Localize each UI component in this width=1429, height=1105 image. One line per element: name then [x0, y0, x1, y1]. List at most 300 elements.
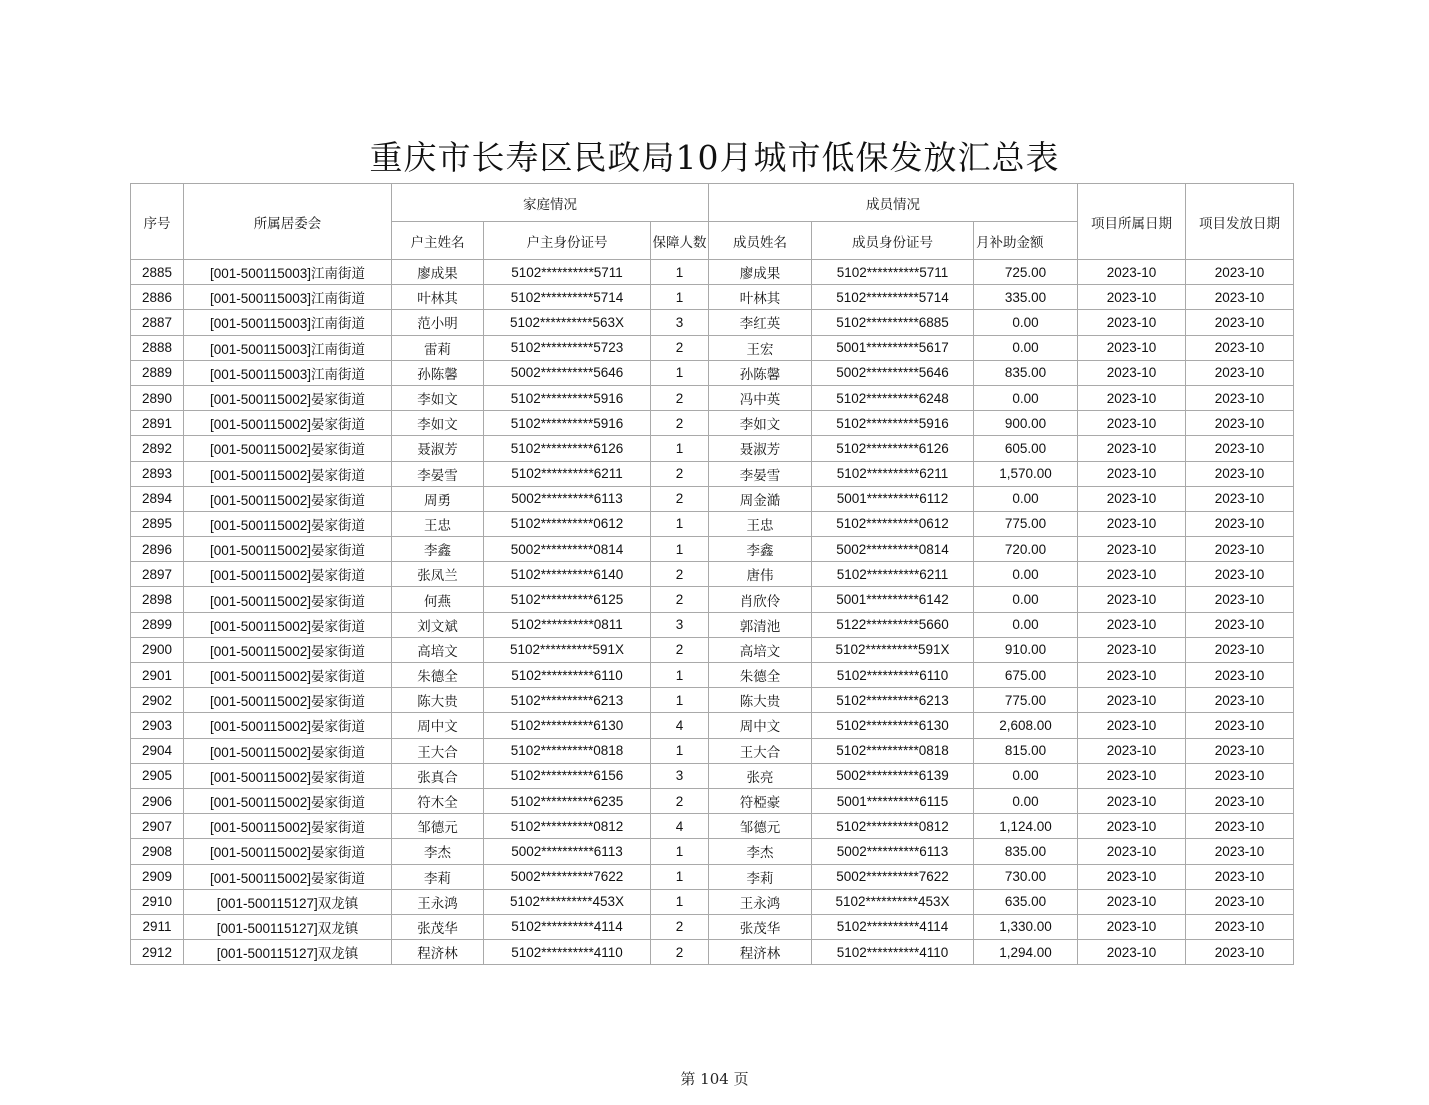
committee-cell: [001-500115002]晏家街道	[184, 688, 392, 713]
period-cell: 2023-10	[1078, 738, 1186, 763]
member-id-cell: 5102**********6211	[812, 562, 974, 587]
head-id-cell: 5102**********563X	[484, 310, 651, 335]
monthly-amount-cell: 815.00	[974, 738, 1078, 763]
issue-date-cell: 2023-10	[1186, 914, 1294, 939]
head-id-cell: 5102**********0818	[484, 738, 651, 763]
seq-cell: 2897	[131, 562, 184, 587]
seq-cell: 2888	[131, 335, 184, 360]
monthly-amount-cell: 1,570.00	[974, 461, 1078, 486]
member-id-cell: 5102**********4110	[812, 940, 974, 965]
head-name-cell: 何燕	[392, 587, 484, 612]
insured-count-cell: 1	[651, 285, 709, 310]
insured-count-cell: 4	[651, 713, 709, 738]
monthly-amount-cell: 635.00	[974, 889, 1078, 914]
table-row	[131, 663, 1294, 688]
insured-count-cell: 1	[651, 688, 709, 713]
member-name-cell: 李如文	[709, 411, 812, 436]
member-name-cell: 朱德全	[709, 663, 812, 688]
head-name-cell: 雷莉	[392, 335, 484, 360]
committee-cell: [001-500115003]江南街道	[184, 360, 392, 385]
seq-cell: 2901	[131, 663, 184, 688]
issue-date-cell: 2023-10	[1186, 788, 1294, 813]
head-id-cell: 5102**********0812	[484, 814, 651, 839]
insured-count-cell: 1	[651, 663, 709, 688]
committee-cell: [001-500115002]晏家街道	[184, 436, 392, 461]
head-name-cell: 李晏雪	[392, 461, 484, 486]
issue-date-cell: 2023-10	[1186, 511, 1294, 536]
insured-count-cell: 2	[651, 562, 709, 587]
header-seq: 序号	[131, 184, 184, 260]
header-head-id: 户主身份证号	[484, 222, 651, 260]
seq-cell: 2902	[131, 688, 184, 713]
insured-count-cell: 2	[651, 587, 709, 612]
member-name-cell: 符椏豪	[709, 788, 812, 813]
head-name-cell: 王大合	[392, 738, 484, 763]
head-id-cell: 5102**********5711	[484, 260, 651, 285]
seq-cell: 2910	[131, 889, 184, 914]
insured-count-cell: 1	[651, 360, 709, 385]
member-name-cell: 周金澔	[709, 486, 812, 511]
period-cell: 2023-10	[1078, 688, 1186, 713]
period-cell: 2023-10	[1078, 537, 1186, 562]
period-cell: 2023-10	[1078, 310, 1186, 335]
table-header	[131, 184, 1294, 260]
head-id-cell: 5102**********4114	[484, 914, 651, 939]
committee-cell: [001-500115002]晏家街道	[184, 713, 392, 738]
head-id-cell: 5102**********5916	[484, 411, 651, 436]
head-id-cell: 5102**********6156	[484, 763, 651, 788]
seq-cell: 2892	[131, 436, 184, 461]
monthly-amount-cell: 335.00	[974, 285, 1078, 310]
monthly-amount-cell: 2,608.00	[974, 713, 1078, 738]
head-id-cell: 5002**********5646	[484, 360, 651, 385]
period-cell: 2023-10	[1078, 814, 1186, 839]
committee-cell: [001-500115002]晏家街道	[184, 663, 392, 688]
period-cell: 2023-10	[1078, 411, 1186, 436]
committee-cell: [001-500115127]双龙镇	[184, 889, 392, 914]
member-name-cell: 李晏雪	[709, 461, 812, 486]
issue-date-cell: 2023-10	[1186, 385, 1294, 410]
table-row	[131, 335, 1294, 360]
committee-cell: [001-500115002]晏家街道	[184, 587, 392, 612]
period-cell: 2023-10	[1078, 511, 1186, 536]
issue-date-cell: 2023-10	[1186, 285, 1294, 310]
period-cell: 2023-10	[1078, 763, 1186, 788]
table-row	[131, 461, 1294, 486]
table-row	[131, 537, 1294, 562]
insured-count-cell: 3	[651, 310, 709, 335]
head-id-cell: 5102**********5723	[484, 335, 651, 360]
member-id-cell: 5001**********6142	[812, 587, 974, 612]
head-id-cell: 5102**********591X	[484, 637, 651, 662]
seq-cell: 2908	[131, 839, 184, 864]
seq-cell: 2896	[131, 537, 184, 562]
committee-cell: [001-500115002]晏家街道	[184, 763, 392, 788]
period-cell: 2023-10	[1078, 889, 1186, 914]
head-id-cell: 5002**********6113	[484, 486, 651, 511]
member-id-cell: 5001**********6112	[812, 486, 974, 511]
member-name-cell: 肖欣伶	[709, 587, 812, 612]
member-name-cell: 郭清池	[709, 612, 812, 637]
member-name-cell: 叶林其	[709, 285, 812, 310]
monthly-amount-cell: 835.00	[974, 839, 1078, 864]
insured-count-cell: 2	[651, 335, 709, 360]
head-name-cell: 高培文	[392, 637, 484, 662]
member-name-cell: 王大合	[709, 738, 812, 763]
monthly-amount-cell: 775.00	[974, 688, 1078, 713]
seq-cell: 2894	[131, 486, 184, 511]
head-name-cell: 李鑫	[392, 537, 484, 562]
issue-date-cell: 2023-10	[1186, 763, 1294, 788]
table-row	[131, 889, 1294, 914]
member-name-cell: 李鑫	[709, 537, 812, 562]
monthly-amount-cell: 605.00	[974, 436, 1078, 461]
issue-date-cell: 2023-10	[1186, 537, 1294, 562]
head-id-cell: 5102**********5916	[484, 385, 651, 410]
insured-count-cell: 2	[651, 788, 709, 813]
seq-cell: 2900	[131, 637, 184, 662]
insured-count-cell: 1	[651, 537, 709, 562]
period-cell: 2023-10	[1078, 461, 1186, 486]
committee-cell: [001-500115003]江南街道	[184, 260, 392, 285]
monthly-amount-cell: 720.00	[974, 537, 1078, 562]
monthly-amount-cell: 730.00	[974, 864, 1078, 889]
period-cell: 2023-10	[1078, 285, 1186, 310]
head-name-cell: 范小明	[392, 310, 484, 335]
member-name-cell: 陈大贵	[709, 688, 812, 713]
committee-cell: [001-500115003]江南街道	[184, 310, 392, 335]
seq-cell: 2890	[131, 385, 184, 410]
seq-cell: 2891	[131, 411, 184, 436]
header-member-group: 成员情况	[709, 184, 1078, 222]
head-name-cell: 廖成果	[392, 260, 484, 285]
member-id-cell: 5102**********4114	[812, 914, 974, 939]
head-name-cell: 周勇	[392, 486, 484, 511]
insured-count-cell: 1	[651, 511, 709, 536]
issue-date-cell: 2023-10	[1186, 713, 1294, 738]
insured-count-cell: 2	[651, 940, 709, 965]
table-row	[131, 940, 1294, 965]
monthly-amount-cell: 725.00	[974, 260, 1078, 285]
period-cell: 2023-10	[1078, 612, 1186, 637]
monthly-amount-cell: 1,330.00	[974, 914, 1078, 939]
member-id-cell: 5102**********453X	[812, 889, 974, 914]
member-id-cell: 5102**********5714	[812, 285, 974, 310]
seq-cell: 2885	[131, 260, 184, 285]
head-name-cell: 李如文	[392, 411, 484, 436]
committee-cell: [001-500115002]晏家街道	[184, 612, 392, 637]
seq-cell: 2899	[131, 612, 184, 637]
member-name-cell: 聂淑芳	[709, 436, 812, 461]
table-row	[131, 310, 1294, 335]
insured-count-cell: 2	[651, 411, 709, 436]
head-id-cell: 5102**********453X	[484, 889, 651, 914]
header-committee: 所属居委会	[184, 184, 392, 260]
issue-date-cell: 2023-10	[1186, 411, 1294, 436]
member-name-cell: 王永鸿	[709, 889, 812, 914]
header-monthly-amount: 月补助金额	[974, 222, 1078, 260]
monthly-amount-cell: 0.00	[974, 587, 1078, 612]
table-row	[131, 713, 1294, 738]
issue-date-cell: 2023-10	[1186, 864, 1294, 889]
head-id-cell: 5002**********0814	[484, 537, 651, 562]
head-name-cell: 张真合	[392, 763, 484, 788]
period-cell: 2023-10	[1078, 260, 1186, 285]
member-id-cell: 5102**********6211	[812, 461, 974, 486]
member-id-cell: 5002**********5646	[812, 360, 974, 385]
committee-cell: [001-500115002]晏家街道	[184, 461, 392, 486]
page-title: 重庆市长寿区民政局10月城市低保发放汇总表	[369, 138, 1060, 177]
monthly-amount-cell: 0.00	[974, 612, 1078, 637]
table-body	[131, 260, 1294, 965]
monthly-amount-cell: 0.00	[974, 486, 1078, 511]
issue-date-cell: 2023-10	[1186, 663, 1294, 688]
insured-count-cell: 1	[651, 864, 709, 889]
committee-cell: [001-500115127]双龙镇	[184, 940, 392, 965]
committee-cell: [001-500115002]晏家街道	[184, 839, 392, 864]
head-id-cell: 5002**********6113	[484, 839, 651, 864]
member-name-cell: 李红英	[709, 310, 812, 335]
committee-cell: [001-500115002]晏家街道	[184, 385, 392, 410]
committee-cell: [001-500115002]晏家街道	[184, 814, 392, 839]
committee-cell: [001-500115002]晏家街道	[184, 511, 392, 536]
head-id-cell: 5102**********4110	[484, 940, 651, 965]
monthly-amount-cell: 1,124.00	[974, 814, 1078, 839]
table-row	[131, 260, 1294, 285]
issue-date-cell: 2023-10	[1186, 310, 1294, 335]
table-row	[131, 814, 1294, 839]
member-id-cell: 5102**********0818	[812, 738, 974, 763]
member-name-cell: 冯中英	[709, 385, 812, 410]
head-name-cell: 符木全	[392, 788, 484, 813]
head-id-cell: 5102**********6213	[484, 688, 651, 713]
committee-cell: [001-500115003]江南街道	[184, 335, 392, 360]
page-number: 第 104 页	[680, 1070, 749, 1088]
monthly-amount-cell: 0.00	[974, 335, 1078, 360]
seq-cell: 2889	[131, 360, 184, 385]
period-cell: 2023-10	[1078, 940, 1186, 965]
member-id-cell: 5102**********0612	[812, 511, 974, 536]
monthly-amount-cell: 675.00	[974, 663, 1078, 688]
period-cell: 2023-10	[1078, 587, 1186, 612]
monthly-amount-cell: 0.00	[974, 385, 1078, 410]
issue-date-cell: 2023-10	[1186, 738, 1294, 763]
head-id-cell: 5102**********6140	[484, 562, 651, 587]
insured-count-cell: 2	[651, 637, 709, 662]
member-id-cell: 5001**********5617	[812, 335, 974, 360]
period-cell: 2023-10	[1078, 663, 1186, 688]
head-name-cell: 叶林其	[392, 285, 484, 310]
insured-count-cell: 1	[651, 839, 709, 864]
issue-date-cell: 2023-10	[1186, 260, 1294, 285]
issue-date-cell: 2023-10	[1186, 688, 1294, 713]
header-issue-date: 项目发放日期	[1186, 184, 1294, 260]
header-member-name: 成员姓名	[709, 222, 812, 260]
header-insured-count: 保障人数	[651, 222, 709, 260]
period-cell: 2023-10	[1078, 385, 1186, 410]
period-cell: 2023-10	[1078, 839, 1186, 864]
head-id-cell: 5102**********6235	[484, 788, 651, 813]
member-name-cell: 孙陈馨	[709, 360, 812, 385]
table-row	[131, 864, 1294, 889]
insured-count-cell: 3	[651, 612, 709, 637]
head-name-cell: 孙陈馨	[392, 360, 484, 385]
table-row	[131, 839, 1294, 864]
period-cell: 2023-10	[1078, 562, 1186, 587]
member-id-cell: 5102**********6213	[812, 688, 974, 713]
member-id-cell: 5102**********6130	[812, 713, 974, 738]
member-id-cell: 5102**********6248	[812, 385, 974, 410]
member-name-cell: 张茂华	[709, 914, 812, 939]
member-id-cell: 5102**********5916	[812, 411, 974, 436]
head-id-cell: 5102**********0612	[484, 511, 651, 536]
issue-date-cell: 2023-10	[1186, 360, 1294, 385]
head-id-cell: 5102**********0811	[484, 612, 651, 637]
committee-cell: [001-500115127]双龙镇	[184, 914, 392, 939]
seq-cell: 2898	[131, 587, 184, 612]
head-name-cell: 程济林	[392, 940, 484, 965]
insured-count-cell: 2	[651, 914, 709, 939]
seq-cell: 2903	[131, 713, 184, 738]
table-row	[131, 914, 1294, 939]
monthly-amount-cell: 0.00	[974, 788, 1078, 813]
head-id-cell: 5102**********6126	[484, 436, 651, 461]
seq-cell: 2906	[131, 788, 184, 813]
insured-count-cell: 4	[651, 814, 709, 839]
seq-cell: 2907	[131, 814, 184, 839]
header-family-group: 家庭情况	[392, 184, 709, 222]
head-name-cell: 李杰	[392, 839, 484, 864]
issue-date-cell: 2023-10	[1186, 461, 1294, 486]
period-cell: 2023-10	[1078, 788, 1186, 813]
period-cell: 2023-10	[1078, 335, 1186, 360]
period-cell: 2023-10	[1078, 637, 1186, 662]
issue-date-cell: 2023-10	[1186, 486, 1294, 511]
table-row	[131, 436, 1294, 461]
table-row	[131, 637, 1294, 662]
monthly-amount-cell: 1,294.00	[974, 940, 1078, 965]
committee-cell: [001-500115002]晏家街道	[184, 486, 392, 511]
monthly-amount-cell: 0.00	[974, 310, 1078, 335]
head-id-cell: 5102**********6211	[484, 461, 651, 486]
table-row	[131, 688, 1294, 713]
member-name-cell: 李莉	[709, 864, 812, 889]
committee-cell: [001-500115002]晏家街道	[184, 411, 392, 436]
table-row	[131, 738, 1294, 763]
seq-cell: 2905	[131, 763, 184, 788]
head-name-cell: 朱德全	[392, 663, 484, 688]
member-id-cell: 5002**********6139	[812, 763, 974, 788]
issue-date-cell: 2023-10	[1186, 587, 1294, 612]
monthly-amount-cell: 910.00	[974, 637, 1078, 662]
insured-count-cell: 2	[651, 385, 709, 410]
monthly-amount-cell: 835.00	[974, 360, 1078, 385]
table-row	[131, 612, 1294, 637]
head-name-cell: 王永鸿	[392, 889, 484, 914]
monthly-amount-cell: 900.00	[974, 411, 1078, 436]
table-row	[131, 788, 1294, 813]
monthly-amount-cell: 0.00	[974, 562, 1078, 587]
issue-date-cell: 2023-10	[1186, 889, 1294, 914]
insured-count-cell: 1	[651, 436, 709, 461]
member-name-cell: 廖成果	[709, 260, 812, 285]
table-row	[131, 587, 1294, 612]
period-cell: 2023-10	[1078, 436, 1186, 461]
insured-count-cell: 3	[651, 763, 709, 788]
table-row	[131, 486, 1294, 511]
committee-cell: [001-500115002]晏家街道	[184, 788, 392, 813]
period-cell: 2023-10	[1078, 864, 1186, 889]
member-id-cell: 5102**********6885	[812, 310, 974, 335]
head-name-cell: 李莉	[392, 864, 484, 889]
issue-date-cell: 2023-10	[1186, 612, 1294, 637]
member-id-cell: 5001**********6115	[812, 788, 974, 813]
header-member-id: 成员身份证号	[812, 222, 974, 260]
head-id-cell: 5102**********6130	[484, 713, 651, 738]
issue-date-cell: 2023-10	[1186, 436, 1294, 461]
table-row	[131, 385, 1294, 410]
table-row	[131, 763, 1294, 788]
committee-cell: [001-500115002]晏家街道	[184, 637, 392, 662]
head-name-cell: 张凤兰	[392, 562, 484, 587]
head-id-cell: 5102**********6125	[484, 587, 651, 612]
head-name-cell: 王忠	[392, 511, 484, 536]
member-id-cell: 5002**********7622	[812, 864, 974, 889]
insured-count-cell: 2	[651, 461, 709, 486]
period-cell: 2023-10	[1078, 914, 1186, 939]
seq-cell: 2886	[131, 285, 184, 310]
member-name-cell: 周中文	[709, 713, 812, 738]
member-id-cell: 5002**********6113	[812, 839, 974, 864]
member-id-cell: 5122**********5660	[812, 612, 974, 637]
table-row	[131, 562, 1294, 587]
seq-cell: 2887	[131, 310, 184, 335]
member-name-cell: 李杰	[709, 839, 812, 864]
table-row	[131, 360, 1294, 385]
period-cell: 2023-10	[1078, 486, 1186, 511]
relief-summary-table	[130, 183, 1294, 965]
header-period: 项目所属日期	[1078, 184, 1186, 260]
seq-cell: 2912	[131, 940, 184, 965]
committee-cell: [001-500115002]晏家街道	[184, 537, 392, 562]
seq-cell: 2911	[131, 914, 184, 939]
insured-count-cell: 1	[651, 738, 709, 763]
member-id-cell: 5102**********6110	[812, 663, 974, 688]
monthly-amount-cell: 775.00	[974, 511, 1078, 536]
period-cell: 2023-10	[1078, 360, 1186, 385]
insured-count-cell: 1	[651, 889, 709, 914]
table-row	[131, 285, 1294, 310]
issue-date-cell: 2023-10	[1186, 637, 1294, 662]
head-id-cell: 5102**********6110	[484, 663, 651, 688]
member-name-cell: 张亮	[709, 763, 812, 788]
issue-date-cell: 2023-10	[1186, 940, 1294, 965]
head-name-cell: 张茂华	[392, 914, 484, 939]
header-head-name: 户主姓名	[392, 222, 484, 260]
committee-cell: [001-500115003]江南街道	[184, 285, 392, 310]
member-id-cell: 5102**********6126	[812, 436, 974, 461]
member-name-cell: 程济林	[709, 940, 812, 965]
member-name-cell: 王忠	[709, 511, 812, 536]
seq-cell: 2909	[131, 864, 184, 889]
head-name-cell: 聂淑芳	[392, 436, 484, 461]
member-name-cell: 王宏	[709, 335, 812, 360]
committee-cell: [001-500115002]晏家街道	[184, 562, 392, 587]
member-name-cell: 唐伟	[709, 562, 812, 587]
member-id-cell: 5102**********0812	[812, 814, 974, 839]
member-name-cell: 邹德元	[709, 814, 812, 839]
insured-count-cell: 2	[651, 486, 709, 511]
